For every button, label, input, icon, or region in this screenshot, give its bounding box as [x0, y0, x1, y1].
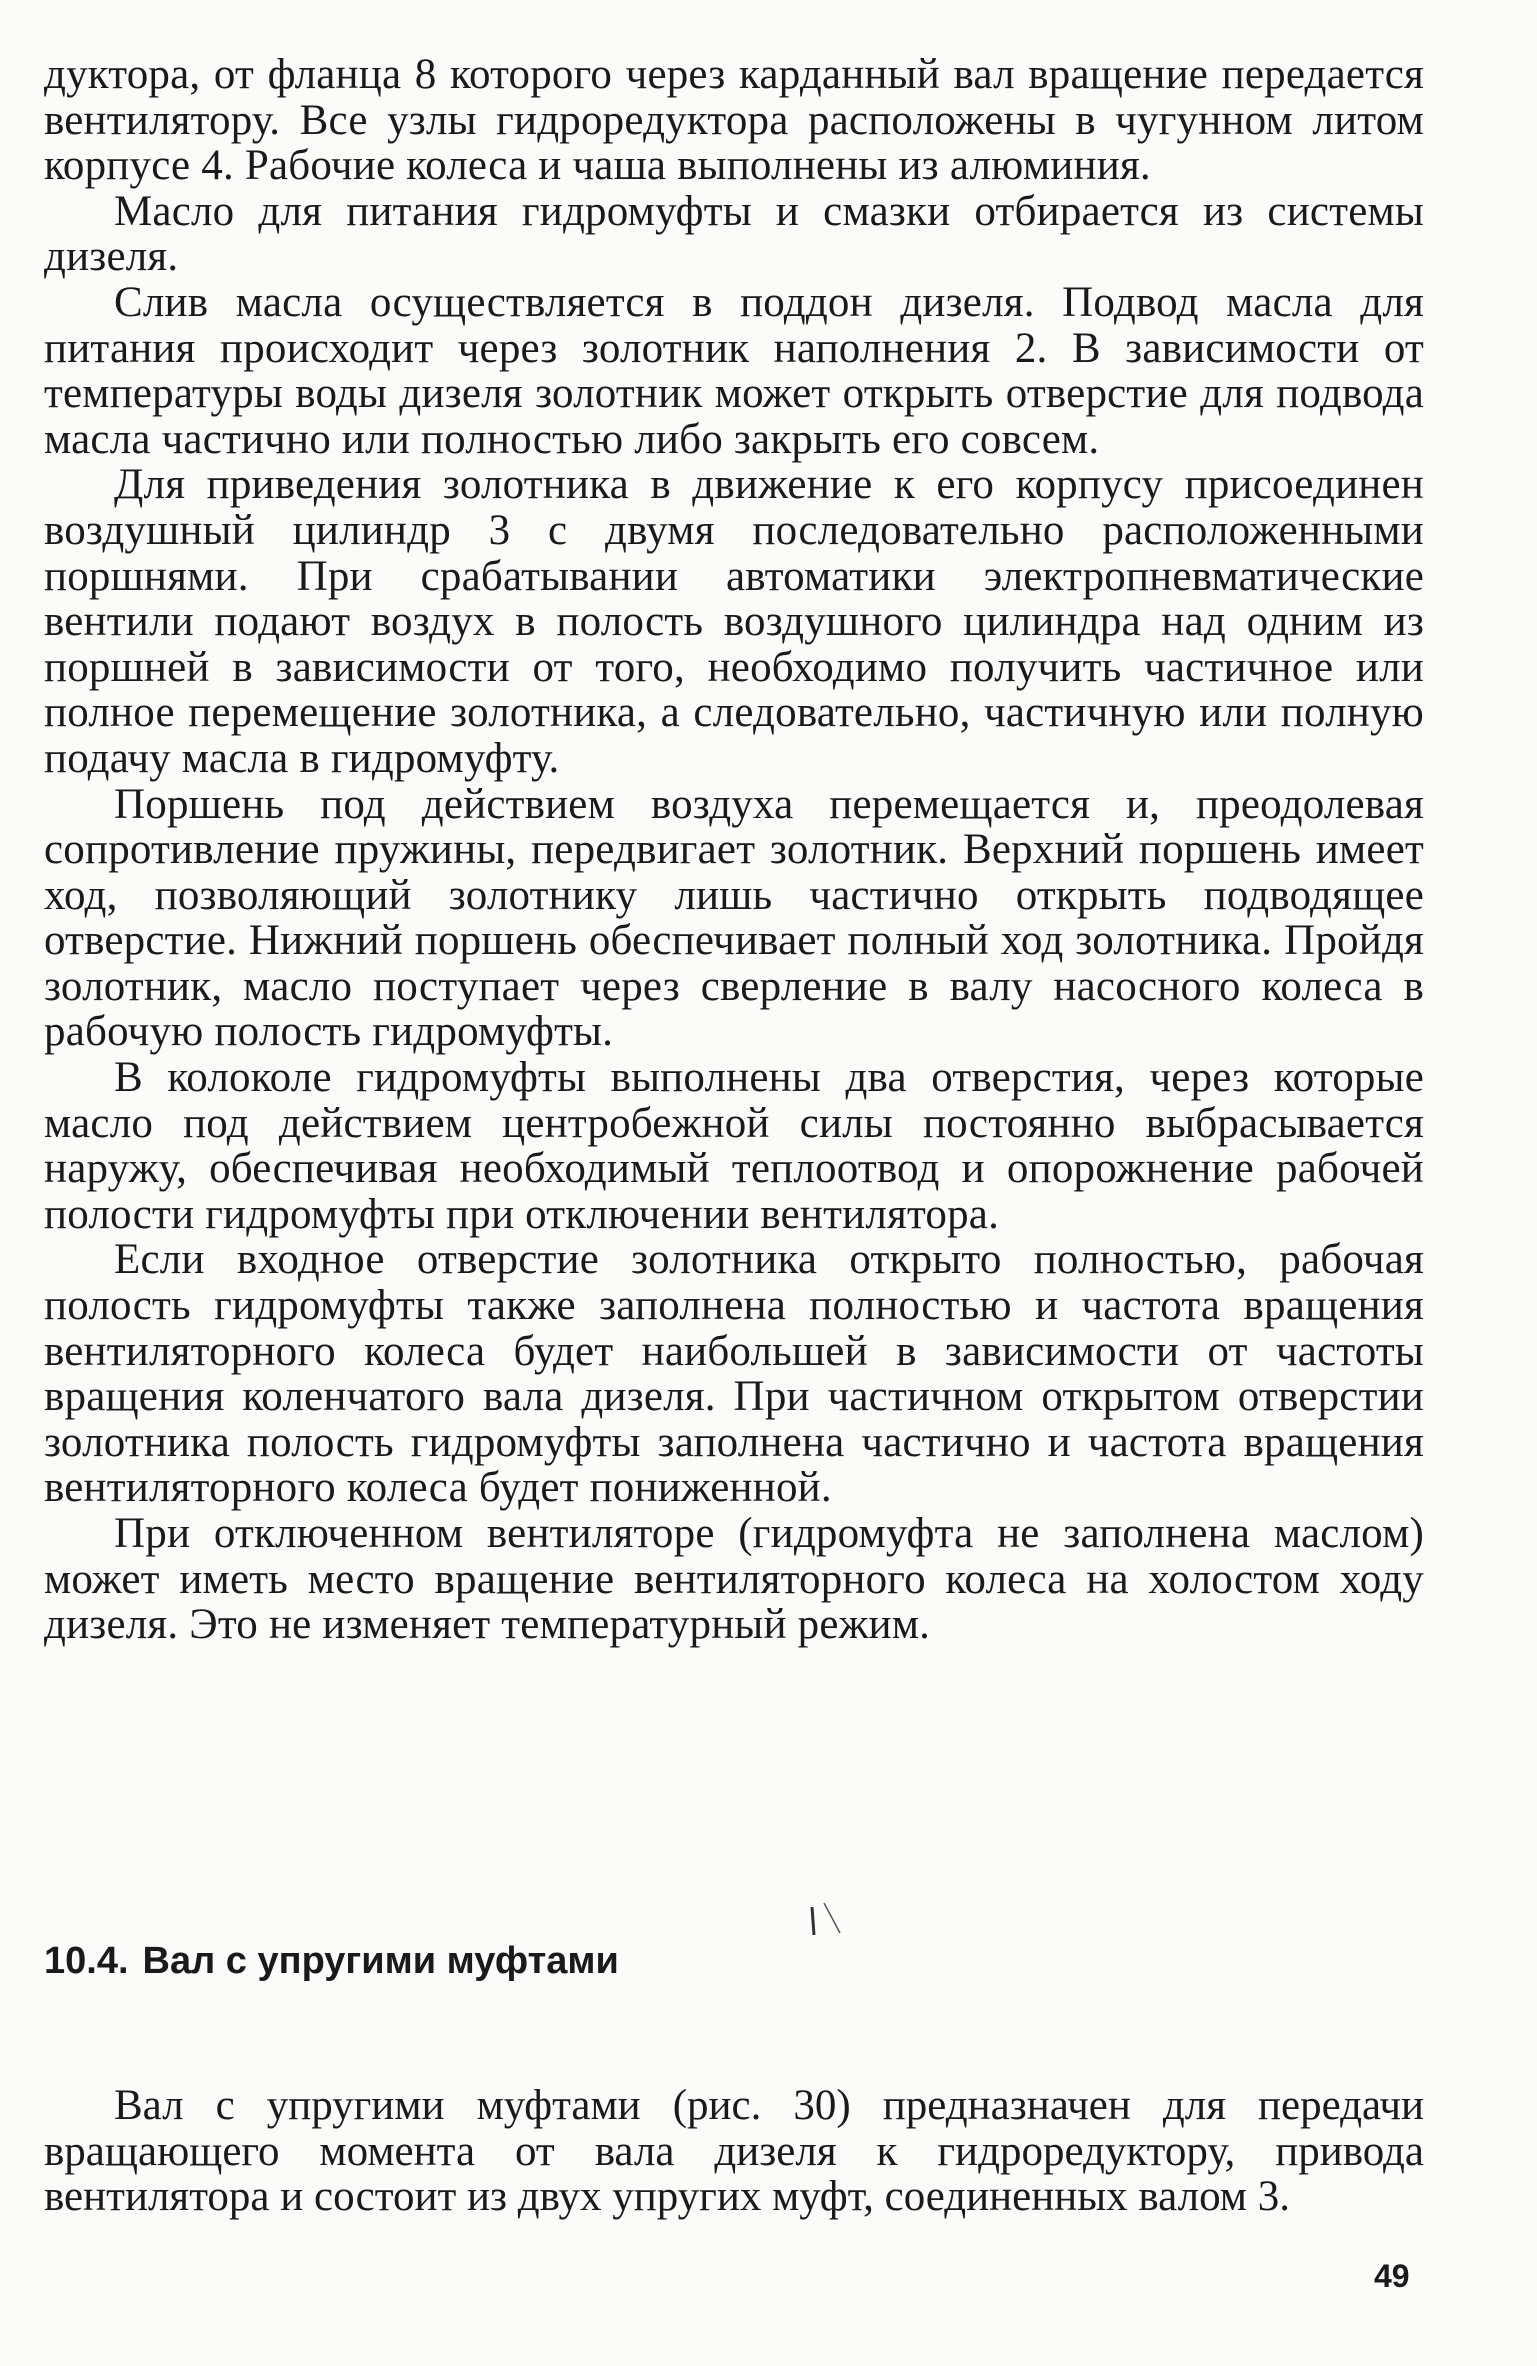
section-heading	[44, 1938, 619, 1984]
section-number: 10.4.	[44, 1940, 129, 1982]
body-text	[44, 52, 1424, 1648]
page-number: 49	[1374, 2258, 1410, 2294]
paragraph-5: Поршень под действием воздуха перемещается и, преодолевая сопротивление пружины, передвигает золотник. Верхний поршень имеет ход, позволяющий золотнику лишь частично открыть подводящее отверстие. Нижний поршень обеспечивает полный ход золотника. Пройдя золотник, масло поступает через сверление в валу насосного колеса в рабочую полость гидромуфты.	[44, 780, 1424, 1056]
paragraph-2: Масло для питания гидромуфты и смазки отбирается из системы дизеля.	[44, 187, 1424, 281]
scan-marks	[800, 1895, 850, 1945]
paragraph-3: Слив масла осуществляется в поддон дизеля. Подвод масла для питания происходит через золотник наполнения 2. В зависимости от температуры воды дизеля золотник может открыть отверстие для подвода масла частично или полностью либо закрыть его совсем.	[44, 278, 1424, 463]
section-paragraph: Вал с упругими муфтами (рис. 30) предназначен для передачи вращающего момента от вала дизеля к гидроредуктору, привода вентилятора и состоит из двух упругих муфт, соединенных валом 3.	[44, 2082, 1424, 2221]
paragraph-8: При отключенном вентиляторе (гидромуфта не заполнена маслом) может иметь место вращение вентиляторного колеса на холостом ходу дизеля. Это не изменяет температурный режим.	[44, 1510, 1424, 1649]
paragraph-4: Для приведения золотника в движение к его корпусу присоединен воздушный цилиндр 3 с двумя последовательно расположенными поршнями. При срабатывании автоматики электропневматические вентили подают воздух в полость воздушного цилиндра над одним из поршней в зависимости от того, необходимо получить частичное или полное перемещение золотника, а следовательно, частичную или полную подачу масла в гидромуфту.	[44, 461, 1424, 782]
paragraph-1: дуктора, от фланца 8 которого через карданный вал вращение передается вентилятору. Все узлы гидроредуктора расположены в чугунном литом корпусе 4. Рабочие колеса и чаша выполнены из алюминия.	[44, 51, 1424, 190]
paragraph-6: В колоколе гидромуфты выполнены два отверстия, через которые масло под действием центробежной силы постоянно выбрасывается наружу, обеспечивая необходимый теплоотвод и опорожнение рабочей полости гидромуфты при отключении вентилятора.	[44, 1054, 1424, 1238]
section-title: Вал с упругими муфтами	[142, 1940, 619, 1982]
paragraph-7: Если входное отверстие золотника открыто полностью, рабочая полость гидромуфты также заполнена полностью и частота вращения вентиляторного колеса будет наибольшей в зависимости от частоты вращения коленчатого вала дизеля. При частичном открытом отверстии золотника полость гидромуфты заполнена частично и частота вращения вентиляторного колеса будет пониженной.	[44, 1236, 1424, 1512]
